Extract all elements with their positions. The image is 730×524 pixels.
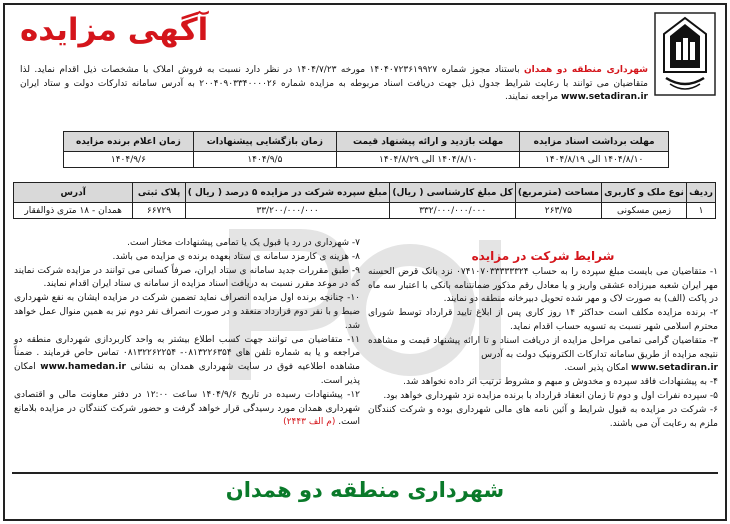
schedule-value-row — [64, 152, 669, 168]
property-header: مبلغ سپرده شرکت در مزایده ۵ درصد ( ریال ) — [185, 183, 390, 203]
schedule-header: مهلت بازدید و ارائه پیشنهاد قیمت — [336, 132, 519, 152]
schedule-table — [63, 131, 669, 168]
municipality-logo-icon — [654, 12, 716, 96]
property-cell: ۶۶۷۲۹ — [133, 203, 185, 219]
property-table — [13, 182, 716, 219]
condition-item: ۱- متقاضیان می بایست مبلغ سپرده را به حساب ۰۷۴۱۰۷۰۳۳۳۳۳۳۲۴ نزد بانک قرض الحسنه مهر ایران شعبه میرزاده عشقی واریز و یا معادل رقم مذکور ضمانتنامه بانکی با اعتبار سه ماه در پاکت (الف) به صورت لاک و مهر شده تحویل دبیرخانه منطقه دو نمایند. — [368, 266, 718, 305]
property-header: کل مبلغ کارشناسی ( ریال) — [390, 183, 516, 203]
property-cell: ۲۶۳/۷۵ — [515, 203, 601, 219]
condition-item: ۸- هزینه ی کارمزد سامانه ی ستاد بعهده برنده ی مزایده می باشد. — [112, 251, 360, 262]
schedule-header: زمان اعلام برنده مزایده — [64, 132, 194, 152]
property-header-row — [14, 183, 716, 203]
hamedan-site-link[interactable]: www.hamedan.ir — [40, 362, 126, 373]
intro-lead: شهرداری منطقه دو همدان — [524, 65, 648, 75]
property-cell: همدان - ۱۸ متری ذوالفقار — [14, 203, 133, 219]
schedule-header: زمان بازگشایی پیشنهادات — [193, 132, 336, 152]
property-header: مساحت (مترمربع) — [515, 183, 601, 203]
condition-item: ۳- متقاضیان گرامی تمامی مراحل مزایده از دریافت اسناد و تا ارائه پیشنهاد قیمت و مشاهده نتیجه مزایده از طریق سامانه تدارکات الکترونیک دولت به آدرس www.setadiran.ir امکان پذیر است. — [368, 335, 718, 374]
conditions-left-column — [14, 237, 360, 430]
condition-item: ۱۱- متقاضیان می توانند جهت کسب اطلاع بیشتر به واحد کاربردازی شهرداری منطقه دو مراجعه و یا به شماره تلفن های ۰۸۱۳۲۲۶۳۵۴- ۰۸۱۳۲۲۶۲۲۵۴ تماس حاص فرمایند . ضمناً مشاهده اطلاعیه فوق در سایت شهرداری همدان به نشانی www.hamedan.ir امکان پذیر است. — [14, 334, 361, 386]
property-cell: ۳۳/۲۰۰/۰۰۰/۰۰۰ — [185, 203, 390, 219]
condition-item: ۲- برنده مزایده مکلف است حداکثر ۱۴ روز کاری پس از ابلاغ تایید قرارداد توسط شورای محترم اسلامی شهر نسبت به تسویه حساب اقدام نماید. — [368, 308, 718, 332]
intro-line1: باستناد مجوز شماره ۱۴۰۴۰۷۲۳۶۱۹۹۲۷ مورخه ۱۴۰۴/۷/۲۳ در نظر دارد نسبت به فروش املاک با مشخصات ذیل اقدام نماید. — [34, 65, 524, 75]
intro-line3-prefix: ستاد ایران — [20, 78, 61, 89]
intro-line2: لذا متقاضیان می توانند با رعایت شرایط جدول ذیل جهت دریافت اسناد مربوطه به مزایده شماره ۲۰۰۴۰۹۰۳۳۴۰۰۰۰۲۶ به آدرس سامانه تدارکات دولت و — [20, 65, 648, 89]
property-header: ردیف — [687, 183, 716, 203]
condition-item: ۹- طبق مقررات جدید سامانه ی ستاد ایران، صرفاً کسانی می توانند در مزایده شرکت نمایند که در موعد مقرر نسبت به دریافت اسناد مزایده از سامانه ی ستاد ایران اقدام نمایند. — [14, 265, 360, 290]
property-cell: زمین مسکونی — [601, 203, 686, 219]
property-header: آدرس — [14, 183, 133, 203]
setad-site-link[interactable]: www.setadiran.ir — [630, 363, 718, 374]
property-header: نوع ملک و کاربری — [601, 183, 686, 203]
conditions-title: شرایط شرکت در مزایده — [471, 249, 615, 263]
property-header: پلاک ثبتی — [133, 183, 185, 203]
schedule-cell: ۱۴۰۴/۹/۵ — [193, 152, 336, 168]
footer-title: شهرداری منطقه دو همدان — [225, 478, 505, 502]
property-cell: ۳۳۲/۰۰۰/۰۰۰/۰۰۰ — [390, 203, 516, 219]
reference-code: (م الف ۲۴۴۳) — [283, 417, 336, 428]
schedule-header: مهلت برداشت اسناد مزایده — [520, 132, 669, 152]
schedule-header-row — [64, 132, 669, 152]
condition-item: ۷- شهرداری در رد یا قبول یک یا تمامی پیشنهادات مختار است. — [127, 238, 360, 248]
condition-item: ۴- به پیشنهادات فاقد سپرده و مخدوش و مبهم و مشروط ترتیب اثر داده نخواهد شد. — [403, 377, 718, 388]
condition-item: ۶- شرکت در مزایده به قبول شرایط و آئین نامه های مالی شهرداری بوده و شرکت کنندگان ملزم به رعایت آن می باشند. — [368, 404, 718, 429]
intro-line3-suffix: مراجعه نمایند. — [504, 92, 559, 102]
condition-item: ۱۰- چنانچه برنده اول مزایده انصراف نماید تضمین شرکت در مزایده ایشان به نفع شهرداری ضبط و با نفر دوم قرارداد منعقد و در صورت انصراف نفر دوم نیز به همین منوال عمل خواهد شد. — [14, 293, 360, 331]
intro-site-link[interactable]: www.setadiran.ir — [560, 92, 648, 102]
table-row — [14, 203, 716, 219]
condition-item: ۵- سپرده نفرات اول و دوم تا زمان انعقاد قرارداد با برنده مزایده نزد شهرداری خواهد بود. — [383, 390, 718, 401]
page-title: آگهی مزایده — [20, 12, 209, 48]
property-cell: ۱ — [687, 203, 716, 219]
footer-divider — [12, 472, 718, 474]
condition-item: ۱۲- پیشنهادات رسیده در تاریخ ۱۴۰۴/۹/۶ ساعت ۱۲:۰۰ در دفتر معاونت مالی و اقتصادی شهرداری همدان مورد رسیدگی قرار خواهد گرفت و حضور شرکت کنندگان در مزایده بلامانع است. (م الف ۲۴۴۳) — [14, 389, 360, 428]
conditions-right-column — [368, 250, 718, 431]
intro-paragraph — [20, 64, 648, 105]
schedule-cell: ۱۴۰۴/۸/۱۰ الی ۱۴۰۴/۸/۲۹ — [336, 152, 519, 168]
schedule-cell: ۱۴۰۴/۸/۱۰ الی ۱۴۰۴/۸/۱۹ — [520, 152, 669, 168]
schedule-cell: ۱۴۰۴/۹/۶ — [64, 152, 194, 168]
